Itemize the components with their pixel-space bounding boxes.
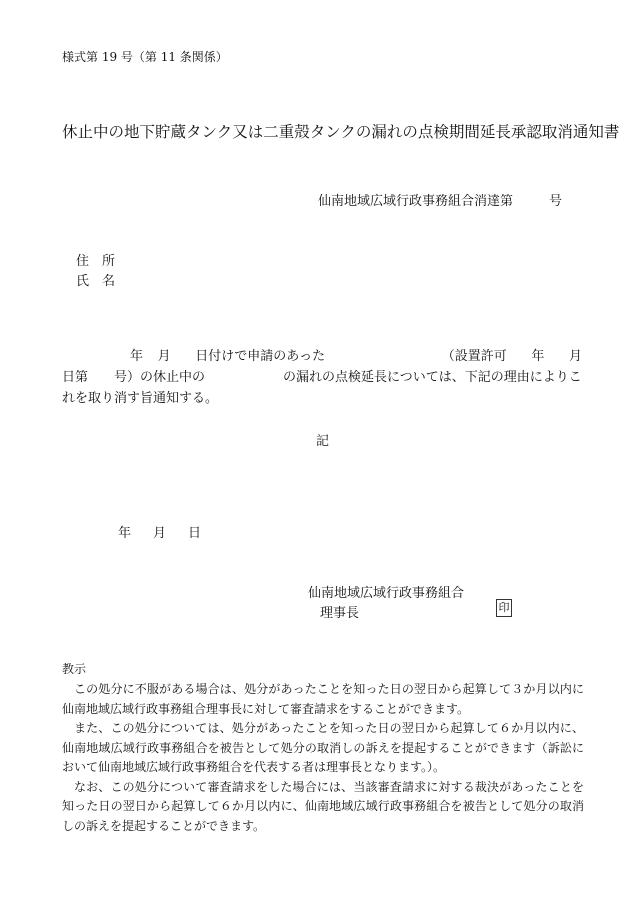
issuer-title: 理事長 [320, 606, 360, 621]
form-number: 様式第 19 号（第 11 条関係） [62, 50, 228, 64]
body-permit-month: 月 [568, 349, 582, 364]
body-day-applied: 日付けで申請のあった [195, 349, 326, 364]
document-number-prefix: 仙南地域広域行政事務組合消達第 [318, 194, 514, 209]
document-title: 休止中の地下貯蔵タンク又は二重殻タンクの漏れの点検期間延長承認取消通知書 [62, 123, 620, 141]
instructions-heading: 教示 [62, 662, 87, 676]
instructions-body [62, 680, 584, 836]
body-line-3: れを取り消す旨通知する。 [62, 391, 219, 406]
issue-date [118, 522, 201, 541]
body-permit: （設置許可 [441, 349, 507, 364]
document-number-suffix: 号 [549, 194, 563, 209]
instruction-paragraph: また、この処分については、処分があったことを知った日の翌日から起算して６か月以内に、仙南地域広域行政事務組合を被告として処分の取消しの訴えを提起することができます（訴訟において仙南地域広域行政事務組合を代表する者は理事長となります。）。 [62, 721, 584, 774]
body-line-1 [62, 346, 582, 367]
instruction-paragraph: この処分に不服がある場合は、処分があったことを知った日の翌日から起算して３か月以内に仙南地域広域行政事務組合理事長に対して審査請求をすることができます。 [62, 682, 584, 716]
seal-mark: 印 [496, 599, 512, 617]
body-line-2: 日第 号）の休止中の の漏れの点検延長については、下記の理由によりこ [62, 370, 582, 385]
issuer-organization: 仙南地域広域行政事務組合 [308, 586, 465, 601]
body-month: 月 [157, 349, 171, 364]
date-day: 日 [188, 526, 202, 541]
name-label: 氏 名 [76, 274, 116, 289]
body-permit-year: 年 [531, 349, 545, 364]
body-year: 年 [130, 349, 144, 364]
ki-heading: 記 [316, 434, 330, 449]
document-number [318, 190, 562, 209]
notice-body [62, 346, 582, 409]
instruction-paragraph: なお、この処分について審査請求をした場合には、当該審査請求に対する裁決があったことを知った日の翌日から起算して６か月以内に、仙南地域広域行政事務組合を被告として処分の取消しの訴えを提起することができます。 [62, 779, 584, 833]
date-month: 月 [153, 526, 167, 541]
address-label: 住 所 [76, 254, 116, 269]
date-year: 年 [118, 526, 132, 541]
